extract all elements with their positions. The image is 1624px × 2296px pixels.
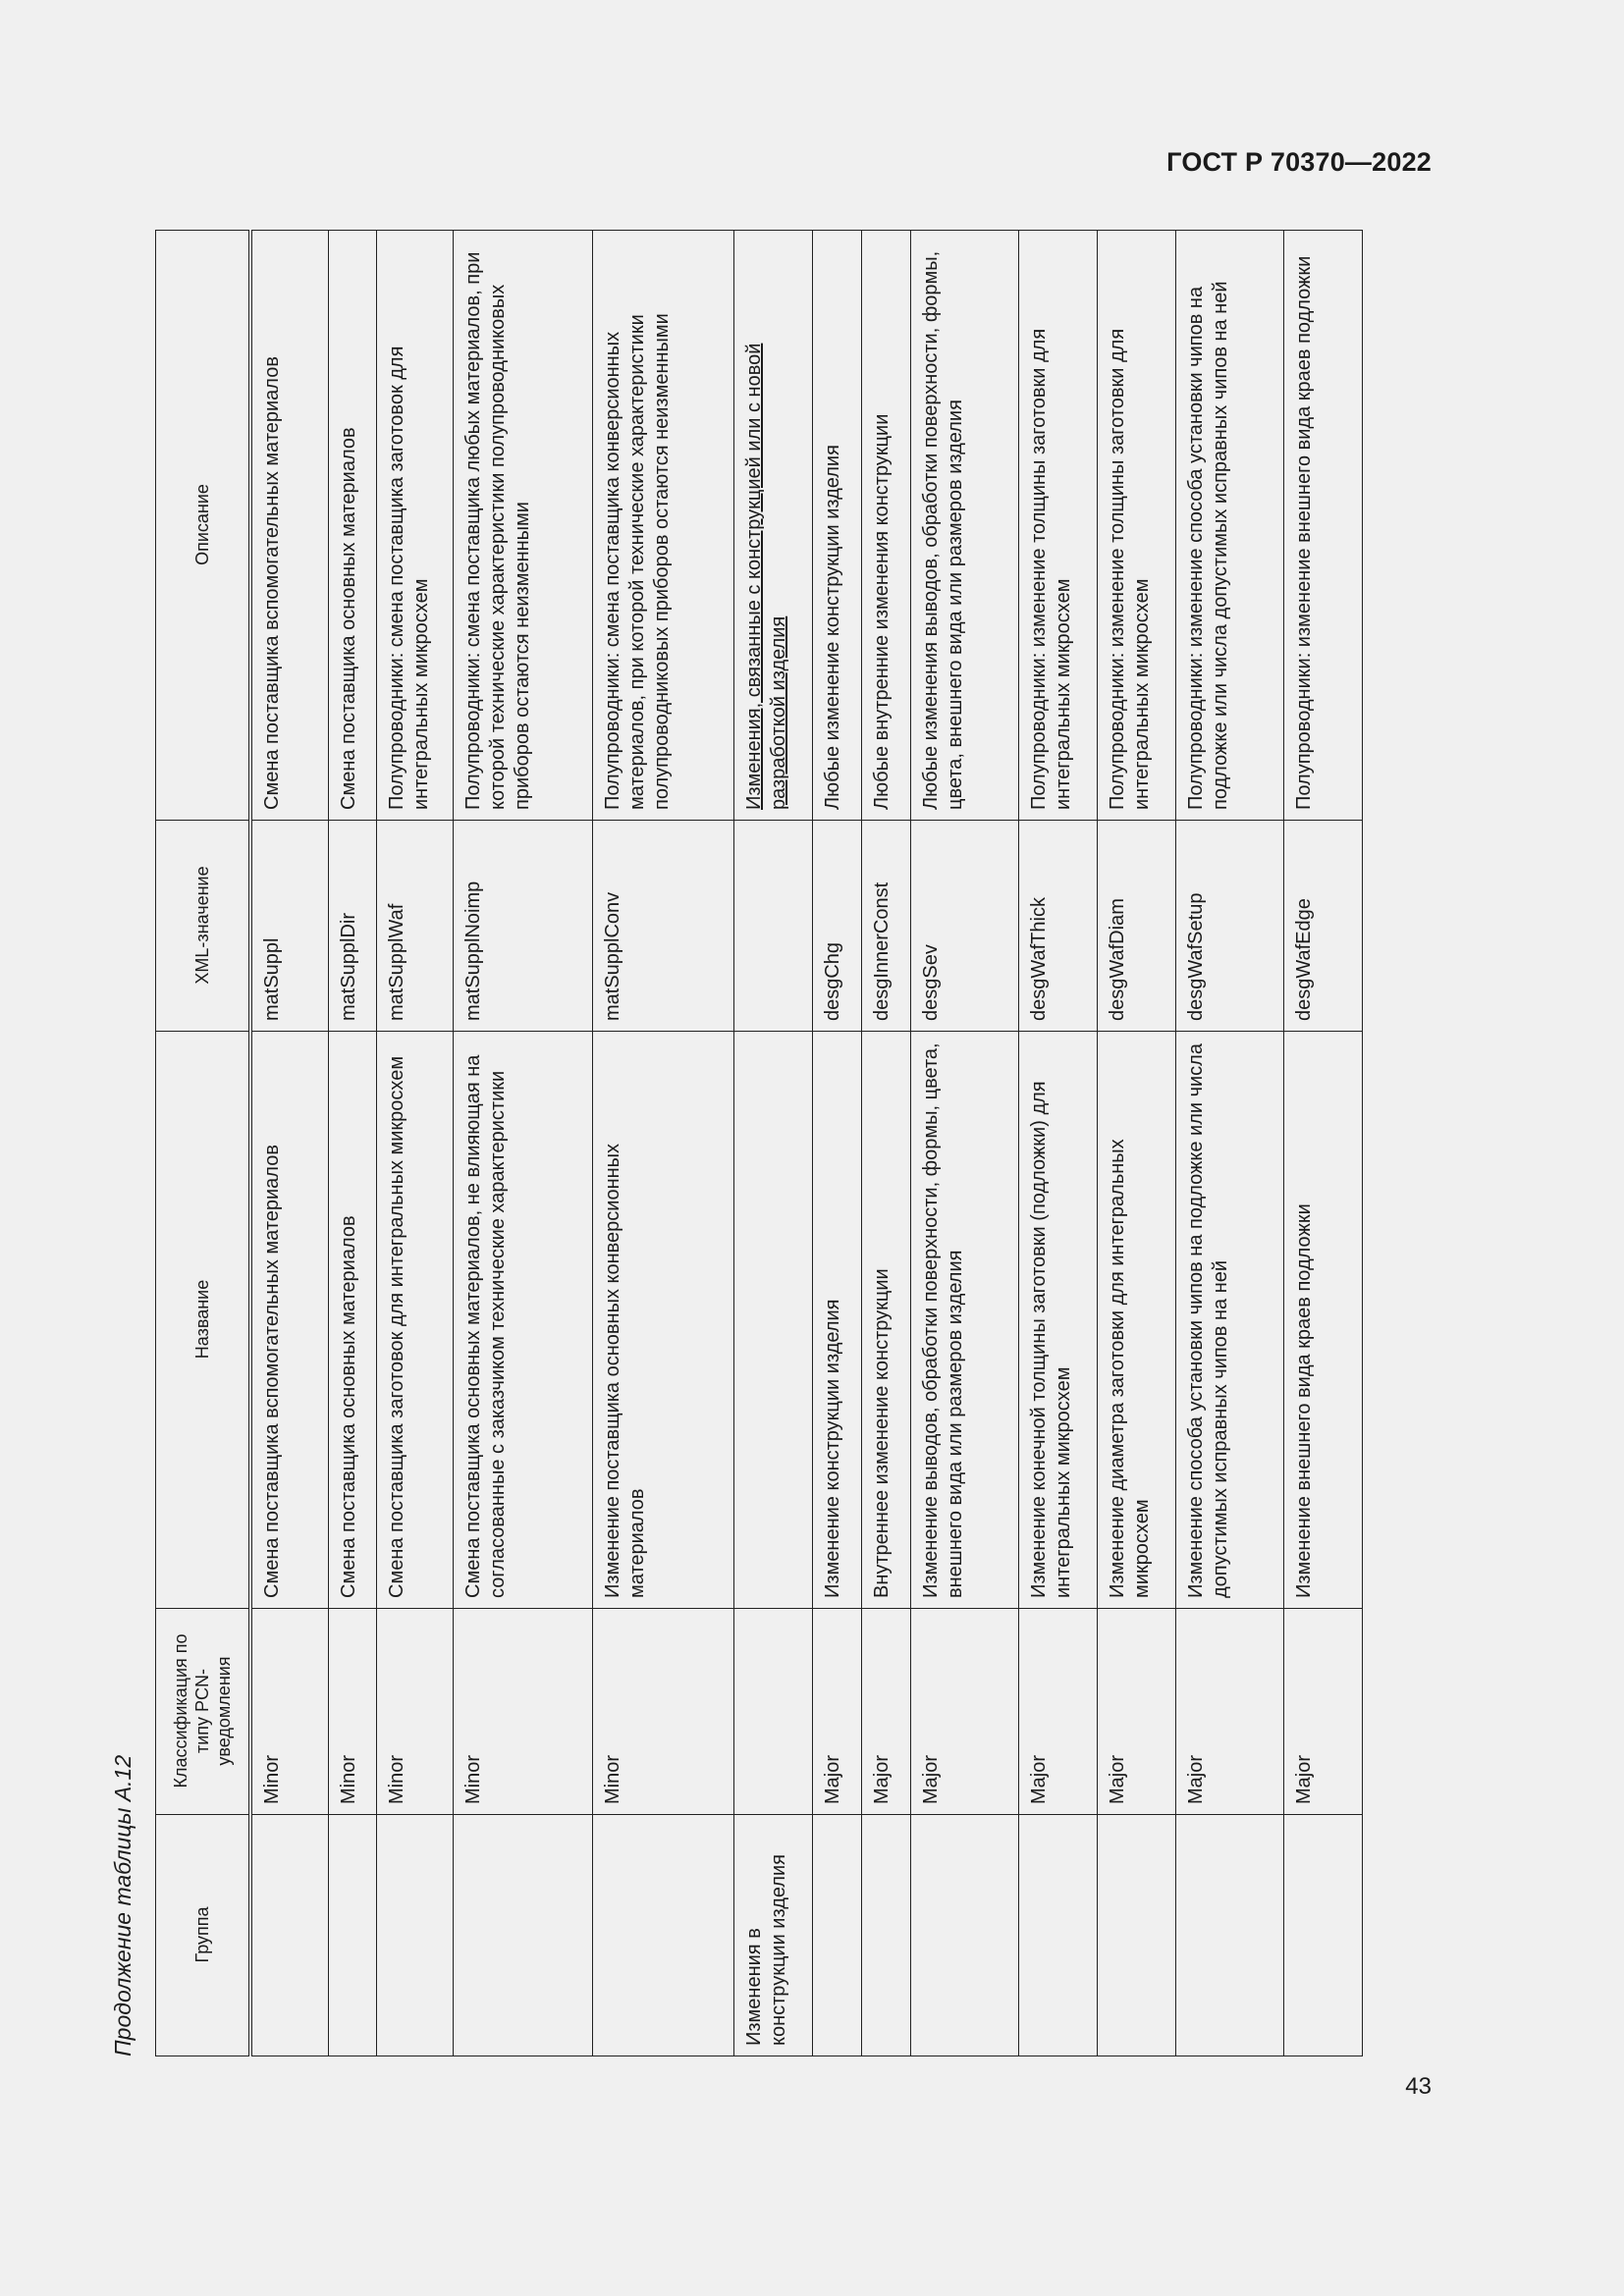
xml-cell: desgSev <box>911 821 1019 1032</box>
description-cell: Полупроводники: изменение толщины заготовки для интегральных микросхем <box>1019 231 1098 821</box>
table-row <box>1284 231 1363 2056</box>
xml-cell: matSupplNoimp <box>454 821 593 1032</box>
description-cell: Изменения, связанные с конструкцией или с новой разработкой изделия <box>734 231 813 821</box>
classification-cell <box>734 1609 813 1815</box>
rotated-table-area <box>108 231 1365 2056</box>
description-cell: Полупроводники: изменение внешнего вида краев подложки <box>1284 231 1363 821</box>
table-row <box>250 231 329 2056</box>
description-cell: Полупроводники: изменение способа установки чипов на подложке или числа допустимых исправных чипов на ней <box>1176 231 1284 821</box>
description-cell: Любые внутренние изменения конструкции <box>862 231 911 821</box>
xml-cell: desgWafSetup <box>1176 821 1284 1032</box>
section-row <box>734 231 813 2056</box>
description-cell: Полупроводники: изменение толщины заготовки для интегральных микросхем <box>1098 231 1176 821</box>
classification-cell: Major <box>911 1609 1019 1815</box>
classification-cell: Major <box>1176 1609 1284 1815</box>
classification-cell: Major <box>813 1609 862 1815</box>
xml-cell: desgInnerConst <box>862 821 911 1032</box>
xml-cell: matSuppl <box>250 821 329 1032</box>
table-row <box>813 231 862 2056</box>
xml-cell <box>734 821 813 1032</box>
description-cell: Смена поставщика основных материалов <box>329 231 377 821</box>
header-classification: Классификация по типу PCN-уведомления <box>156 1609 250 1815</box>
group-cell <box>911 1815 1019 2056</box>
group-cell <box>862 1815 911 2056</box>
name-cell: Смена поставщика основных материалов <box>329 1032 377 1609</box>
xml-cell: matSupplDir <box>329 821 377 1032</box>
group-cell <box>1176 1815 1284 2056</box>
group-cell <box>813 1815 862 2056</box>
table-row <box>911 231 1019 2056</box>
description-cell: Смена поставщика вспомогательных материалов <box>250 231 329 821</box>
xml-cell: desgChg <box>813 821 862 1032</box>
group-cell <box>1284 1815 1363 2056</box>
table-row <box>1098 231 1176 2056</box>
description-cell: Любые изменения выводов, обработки поверхности, формы, цвета, внешнего вида или размеров изделия <box>911 231 1019 821</box>
classification-cell: Minor <box>454 1609 593 1815</box>
table-row <box>329 231 377 2056</box>
table-caption: Продолжение таблицы А.12 <box>110 1754 135 2056</box>
name-cell: Изменение конструкции изделия <box>813 1032 862 1609</box>
classification-cell: Major <box>1284 1609 1363 1815</box>
description-cell: Полупроводники: смена поставщика любых материалов, при которой технические характеристики полупроводниковых приборов остаются неизменными <box>454 231 593 821</box>
group-cell <box>1019 1815 1098 2056</box>
name-cell <box>734 1032 813 1609</box>
name-cell: Внутреннее изменение конструкции <box>862 1032 911 1609</box>
classification-cell: Minor <box>377 1609 454 1815</box>
group-cell <box>329 1815 377 2056</box>
name-cell: Смена поставщика заготовок для интегральных микросхем <box>377 1032 454 1609</box>
page-number: 43 <box>1405 2073 1432 2100</box>
document-code: ГОСТ Р 70370—2022 <box>1166 147 1432 177</box>
name-cell: Изменение внешнего вида краев подложки <box>1284 1032 1363 1609</box>
name-cell: Изменение диаметра заготовки для интегральных микросхем <box>1098 1032 1176 1609</box>
table-header-row <box>156 231 250 2056</box>
xml-cell: matSupplWaf <box>377 821 454 1032</box>
group-cell: Изменения в конструкции изделия <box>734 1815 813 2056</box>
header-description: Описание <box>156 231 250 821</box>
pcn-classification-table <box>155 230 1363 2056</box>
table-row <box>1176 231 1284 2056</box>
classification-cell: Major <box>1098 1609 1176 1815</box>
header-xml-value: XML-значение <box>156 821 250 1032</box>
description-cell: Полупроводники: смена поставщика заготовок для интегральных микросхем <box>377 231 454 821</box>
classification-cell: Minor <box>329 1609 377 1815</box>
name-cell: Изменение конечной толщины заготовки (подложки) для интегральных микросхем <box>1019 1032 1098 1609</box>
classification-cell: Major <box>1019 1609 1098 1815</box>
table-row <box>593 231 734 2056</box>
table-row <box>454 231 593 2056</box>
name-cell: Изменение способа установки чипов на подложке или числа допустимых исправных чипов на ней <box>1176 1032 1284 1609</box>
table-row <box>862 231 911 2056</box>
group-cell <box>377 1815 454 2056</box>
classification-cell: Major <box>862 1609 911 1815</box>
table-row <box>377 231 454 2056</box>
name-cell: Изменение поставщика основных конверсионных материалов <box>593 1032 734 1609</box>
description-cell: Любые изменение конструкции изделия <box>813 231 862 821</box>
classification-cell: Minor <box>593 1609 734 1815</box>
group-cell <box>250 1815 329 2056</box>
xml-cell: desgWafThick <box>1019 821 1098 1032</box>
header-group: Группа <box>156 1815 250 2056</box>
name-cell: Изменение выводов, обработки поверхности, формы, цвета, внешнего вида или размеров изделия <box>911 1032 1019 1609</box>
description-cell: Полупроводники: смена поставщика конверсионных материалов, при которой технические характеристики полупроводниковых приборов остаются неизменными <box>593 231 734 821</box>
name-cell: Смена поставщика вспомогательных материалов <box>250 1032 329 1609</box>
table-row <box>1019 231 1098 2056</box>
xml-cell: desgWafEdge <box>1284 821 1363 1032</box>
group-cell <box>1098 1815 1176 2056</box>
group-cell <box>454 1815 593 2056</box>
group-cell <box>593 1815 734 2056</box>
name-cell: Смена поставщика основных материалов, не влияющая на согласованные с заказчиком технические характеристики <box>454 1032 593 1609</box>
classification-cell: Minor <box>250 1609 329 1815</box>
xml-cell: desgWafDiam <box>1098 821 1176 1032</box>
xml-cell: matSupplConv <box>593 821 734 1032</box>
header-name: Название <box>156 1032 250 1609</box>
